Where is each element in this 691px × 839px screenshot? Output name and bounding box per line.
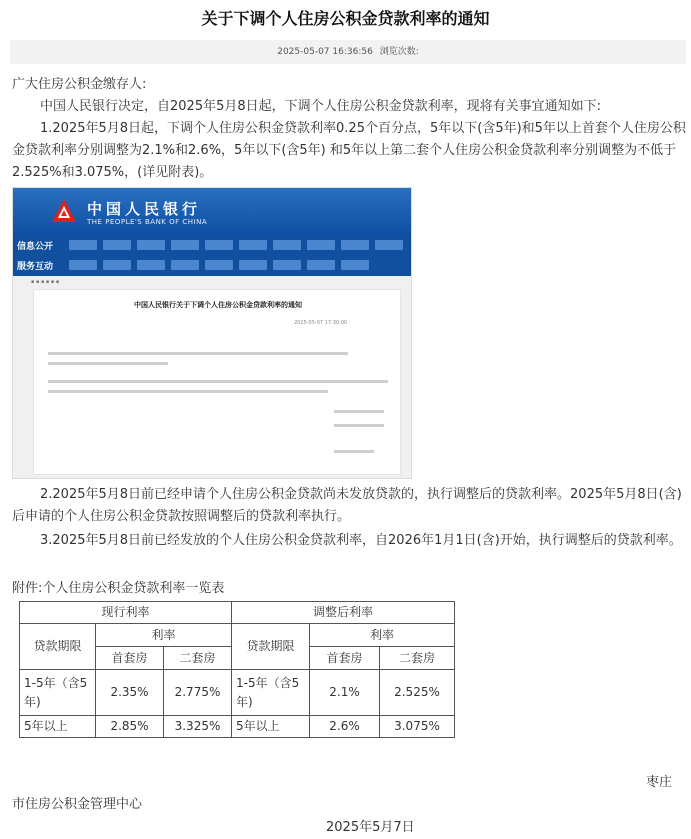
pbc-header [13, 188, 412, 236]
pbc-text-line [48, 390, 328, 393]
item-3-paragraph: 3.2025年5月8日前已经发放的个人住房公积金贷款利率，自2026年1月1日(含)开始，执行调整后的贷款利率。 [40, 533, 682, 548]
pbc-nav-cell [239, 260, 267, 270]
pbc-nav-cell [341, 240, 369, 250]
table-row [20, 670, 455, 716]
pbc-text-line [334, 450, 374, 453]
term-cell: 5年以上 [20, 716, 96, 738]
rate-header: 利率 [310, 624, 455, 647]
footer-org: 市住房公积金管理中心 [12, 797, 143, 812]
pbc-nav-cell [239, 240, 267, 250]
pbc-doc-title: 中国人民银行关于下调个人住房公积金贷款利率的通知 [134, 301, 302, 309]
pbc-text-line [334, 410, 384, 413]
pbc-logo-icon [51, 198, 77, 224]
first-home-header: 首套房 [310, 647, 380, 670]
attachment-title: 附件:个人住房公积金贷款利率一览表 [12, 581, 225, 596]
pbc-nav-cell [171, 260, 199, 270]
pbc-nav-cell [205, 240, 233, 250]
term-header: 贷款期限 [232, 624, 310, 670]
rate-cell: 3.075% [380, 716, 455, 738]
pbc-nav-cell [103, 240, 131, 250]
second-home-header: 二套房 [380, 647, 455, 670]
article-meta-bar [10, 40, 686, 64]
rate-cell: 3.325% [164, 716, 232, 738]
pbc-nav-row [13, 236, 412, 256]
rate-table [19, 601, 455, 738]
table-row [20, 624, 455, 647]
pbc-nav-row [13, 256, 412, 276]
pbc-nav-cell [375, 240, 403, 250]
rate-header: 利率 [96, 624, 232, 647]
pbc-nav-cell [273, 260, 301, 270]
pbc-doc-date: 2025-05-07 17:30:00 [294, 320, 348, 326]
term-cell: 1-5年（含5年) [20, 670, 96, 716]
greeting: 广大住房公积金缴存人: [12, 77, 147, 92]
intro-paragraph: 中国人民银行决定，自2025年5月8日起，下调个人住房公积金贷款利率，现将有关事宜通知如下: [40, 99, 602, 114]
term-header: 贷款期限 [20, 624, 96, 670]
pbc-name-en: THE PEOPLE'S BANK OF CHINA [87, 218, 208, 226]
rate-cell: 2.6% [310, 716, 380, 738]
pbc-nav-cell [137, 240, 165, 250]
pbc-nav-cell [307, 260, 335, 270]
article-title: 关于下调个人住房公积金贷款利率的通知 [201, 9, 490, 28]
pbc-nav-cell [69, 260, 97, 270]
item-1-paragraph: 1.2025年5月8日起，下调个人住房公积金贷款利率0.25个百分点，5年以下(含5年)和5年以上首套个人住房公积金贷款利率分别调整为2.1%和2.6%，5年以下(含5年) 和5年以上第二套个人住房公积金贷款利率分别调整为不低于2.525%和3.075%，(详见附表)。 [12, 121, 686, 180]
first-home-header: 首套房 [96, 647, 164, 670]
pbc-nav-row-label: 服务互动 [17, 262, 54, 272]
pbc-text-line [48, 352, 348, 355]
rate-cell: 2.85% [96, 716, 164, 738]
pbc-nav-cell [69, 240, 97, 250]
pbc-document [33, 289, 401, 475]
pbc-nav-cell [273, 240, 301, 250]
pbc-nav-cell [137, 260, 165, 270]
pbc-nav [13, 236, 412, 276]
table-row [20, 716, 455, 738]
pbc-nav-cell [171, 240, 199, 250]
term-cell: 1-5年（含5年) [232, 670, 310, 716]
pbc-nav-cell [341, 260, 369, 270]
rate-cell: 2.775% [164, 670, 232, 716]
term-cell: 5年以上 [232, 716, 310, 738]
pbc-text-line [48, 380, 388, 383]
table-row [20, 602, 455, 624]
pbc-text-line [334, 424, 384, 427]
pbc-nav-row-label: 信息公开 [17, 242, 54, 252]
pbc-name-cn: 中国人民银行 [87, 200, 202, 218]
views-label: 浏览次数: [379, 47, 419, 57]
adjusted-rate-header: 调整后利率 [232, 602, 455, 624]
pbc-nav-cell [103, 260, 131, 270]
embedded-pbc-screenshot [12, 187, 412, 479]
footer-date: 2025年5月7日 [326, 820, 415, 835]
rate-cell: 2.35% [96, 670, 164, 716]
publish-datetime: 2025-05-07 16:36:56 [277, 47, 373, 57]
second-home-header: 二套房 [164, 647, 232, 670]
footer-city: 枣庄 [646, 775, 673, 790]
pbc-nav-cell [205, 260, 233, 270]
current-rate-header: 现行利率 [20, 602, 232, 624]
rate-cell: 2.525% [380, 670, 455, 716]
pbc-text-line [48, 362, 168, 365]
pbc-nav-cell [307, 240, 335, 250]
item-2-paragraph: 2.2025年5月8日前已经申请个人住房公积金贷款尚未发放贷款的，执行调整后的贷款利率。2025年5月8日(含)后申请的个人住房公积金贷款按照调整后的贷款利率执行。 [12, 487, 682, 524]
rate-cell: 2.1% [310, 670, 380, 716]
pbc-breadcrumb: ▪ ▪ ▪ ▪ ▪ ▪ [31, 279, 60, 285]
